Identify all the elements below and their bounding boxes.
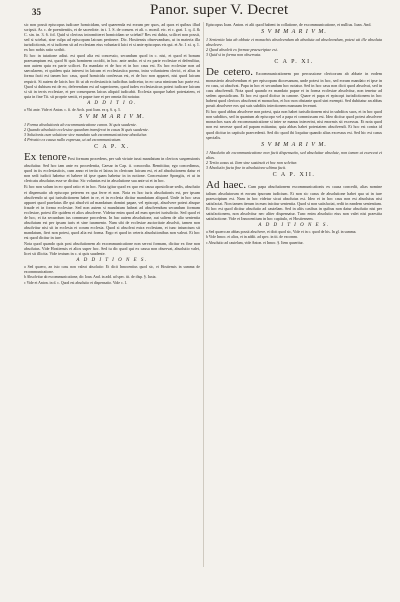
summarium-item: 3 Quid si in forma non observata. — [206, 52, 262, 58]
summarium-heading: S V M M A R I V M. — [79, 114, 145, 121]
summarium-item: 3 Solutionis cum solutione sive mandato sub excommunicatione absoluitur. — [24, 132, 147, 138]
additio-item: c Vide et Anton. in d. c. Quod est absolutio et dispensatio. Vide c. 1. — [24, 280, 128, 285]
additio-heading: A D D I T I O. — [87, 100, 137, 106]
paragraph: Cum papa absolutionem excommunicationis ex causa concedit, alias nomine talium absolutorum et eorum ipsorum iudicium. Et non sic casus de absolutione habet qua ut in iure praescriptum est. Nam in hoc videtur sicut absolutus est. Ideo et in hoc casu non est absolutus nisi satisfaciat. Non tamen iterum in eum inicitur sententia. Quod si non satisfaciat, redit in eandem sententiam. Et hoc est quod dicitur absolutio ad cautelam. Sed in aliis casibus in quibus non datur absolutio nisi per satisfactionem, non absolvitur nec aliter dispensatur. Tunc enim absolutio eius non valet nisi praestita satisfactione. Vide et Innocentium in hoc capitulo, et Hostiensem. — [206, 183, 383, 221]
paragraph: sic non possit episcopus iudicare homicidam, sed quaerenda est eorum per quos, ad quos et quibus illud scripsit. Ar. c. de poenitentiis, et de sacerdote. in t. 1. S. de consen. et ali. c. monil. etc. et c. grat. 1. q. 4. & C. sin. in. 3. 6. fol. Quid si clericus intromitteret homicidam se sciebat? Res est dubia, scilicet non possit, sed si sciebat, sine culpa ad episcopum laicum pertinere. Dic. Hostiensis observandum, ut in materia illa iurisdictionis, et si iudicem sit ad ecclesiam eius voluntarii laici et si ante episcopus eis qui. et Ar. 1 xi. q. 1. ex hoc nobis ratio scribit. — [24, 22, 200, 53]
chapter-text — [206, 67, 382, 108]
summarium-list — [24, 122, 200, 142]
lead-words: Ex tenore — [24, 151, 67, 164]
paragraph: Et hoc non solum in eo quod ratio et in hoc. Nota igitur quod ex quo est causa apostolicae sedis, absolutio et dispensatio ab episcopo peterem ex qua ferre et non. Nota ex hoc iuris absolutionis est, per ipsum absolvendo ut qui iurisdictionem habet in re, et in ecclesia dicitur mandatum aliquod. Unde in hoc casu apparet quod praelatus ille qui absolvit ad mandatum domini papae, vel episcopi, absolvere potest absque fraude et in forma ecclesiae. Sed non autem si mandatum habeat ad absolvendum secundum formam ecclesiae, potest ille quidem et alios absolvere. Videtur enim quod ad eum spectet iurisdictio. Sed quod et de hoc, et ita secundum ius commune procedens. In hac autem absolutione, aut saltem de alio sententia absolutum est per ipsum iuris et sine iuramento. Nam ubi de ecclesiae auctoritate absolvit, tamen non absolvitur nisi sit in ecclesia et coram ecclesia. Quod si absolvat extra ecclesiam, et tunc iniunctum sit mandatum, fieri non potest, quod alia est forma. Ergo et quod in ceteris absolutionibus non valeat. Et hoc est quod dicitur in iure. — [24, 184, 200, 240]
additio-item: a Sed quaero, an isto casu non valeat absolutio: Et dicit Innocentius quod sic, et Hostiensis in summa de excommunicatione. — [24, 265, 200, 274]
summarium-heading: S V M M A R I V M. — [261, 29, 327, 36]
additio-note: a Vbi ante. Vide et Anton. c. fi. de Arch. post Ioan. ex q. 6. q. 3. — [24, 107, 121, 112]
chapter-heading: C A P. XI. — [274, 59, 314, 66]
summarium-item: 1 Absolutio ab excommunicatione non facit dispensatio, sed absoluitur absolute, non tamen ut exerceat et alias. — [206, 149, 382, 160]
page-header — [0, 2, 400, 24]
paragraph: Nota quod quando quis post absolutionem ab excommunicatione non servat formam, dicitur ex fine non absolutus. Vide Hostiensis et alios super hoc. Sed tu dic quod qui ex causa non observat, absolutio valet, licet sit illicita. Vide textum in c. si quis suadente. — [24, 241, 200, 257]
summarium-item: 4 Privatio ex causa nullo expressa, ut ad excommunicatum. — [24, 137, 122, 143]
summarium-item: 2 Tertia casus ut. Item sine sustinuit et hoc non solvitur. — [206, 159, 298, 165]
lead-words: De cetero. — [206, 66, 254, 79]
chapter-heading: C A P. X. — [94, 144, 130, 151]
running-title: Panor. super V. Decret — [150, 2, 289, 18]
chapter-heading: C A P. XII. — [272, 171, 316, 178]
summarium-list — [206, 37, 382, 57]
paragraph: Post formam procedens, per sub virtute iussi mandatum in clericos suspensionis absoluitur. Sed hoc iam ante ex procedentia, Caesar in Cap. ii. concordia. Remittitur, ego concedimus, quod in iis ecclesiasticis, cum anno et tertia et laicus in clericum laicum est, et ad absolutionem datur et non sedi iudicii habetur et habere id ipse quam habetur in in notione. Concessione Spongiis, et ut in clericatu absolutus esse se dicitur. Sic voluntas est in absolutione sua ante ut et in hoc. — [24, 156, 200, 184]
summarium-item: 1 Forma absolutionis ab excommunicatione canon. Si quis suadente. — [24, 122, 137, 128]
paragraph: Et hoc quod abbas absolvere non potest, quia non habet iurisdictionem nisi in subditos suos, et in hoc quod non subditos, sed in quantum ab episcopo vel a papa ei commissum est. Ideo dicitur quod potest absolvere monachos suos ab excommunicatione si inter se manus iniecerint, nisi enormis sit excessus. Et nota quod non est necesse quod ad papam mittantur, quia abbas habet potestatem absolvendi. Et hoc est contra id quod dicitur in capitulo praecedenti. Sed dic quod ibi loquitur quando alius excessus est. Sed hic est casus specialis. — [206, 109, 382, 140]
additio-item: b Vide Innoc. et alios, et in addit. ad spec. in tit. de excomm. — [206, 235, 298, 240]
summarium-heading: S V M M A R I V M. — [261, 141, 327, 148]
intro-line: Episcopus Ioan. Anton. et alii quod habent in collatione, de excommunicatione, et nullius. Ioan. And. — [206, 22, 372, 27]
summarium-item: 2 Quando absolutio ecclesiae quaedam transferat in casus Si quis suadente. — [24, 127, 149, 133]
summarium-item: 2 Quod absolvit ex formae praescriptae est. — [206, 47, 278, 53]
additiones-heading: A D D I T I O N E S. — [76, 258, 148, 264]
chapter-text — [24, 152, 200, 183]
additio-item: b Absolvitur ab excommunicatione, dic Ioan. And. in add. ad spec. tit. de disp. §. Iuxta. — [24, 275, 157, 280]
left-column — [24, 22, 200, 587]
paragraph: Et hoc in tutatione adiut. est quod alia est concessio, secundum quod in c. nisi, et quod et bonum praesumptum est, quod Si quis hominem occidit, in hoc. ante ambo. et si ex parte ecclesiae ei defenditur, non autem quia ex parte scilicet. Ex mandato et de hoc et in hoc casu est. Ex hoc ecclesiae non ad saecularem, et quidem quia interest in laicum et ecclesiastica poena, intra voluntatem clerici, et alius in forma facti est tamen hoc casu, quod homicida confessus est, et de hoc non apparet, nisi quod laicum requirit. Si autem de laicis hoc fit ut ab ecclesiasticis iudicibus iudicetur, in eo casu nimirum hac parte est. Quod si dubium est de eo, deferendum est ad superiorem, quod iudex ecclesiasticus potest iudicare laicum si sit in terris ecclesiae, et per consequens laicus aliquid iudicabit. Ecclesia quoque habet potestatem, et quia in fine Tit. sit proprie sentit, et papae iure et per omnia ibi notatur. — [24, 53, 200, 99]
additio-item: a Sed quaero an abbas possit absolvere, et dicit quod sic, Vide et in c. quod de his. In gl. in summa. — [206, 229, 357, 234]
lead-words: Ad haec. — [206, 178, 247, 191]
additiones-heading: A D D I T I O N E S. — [258, 222, 330, 228]
paragraph: Excommunicationem pro percussione clericorum ab abbate in eodem monasterio absolvendum et per episcopum diocesanum, unde potest in hoc, sed eorum mandato et ipse in eo casu, ut absolvat. Papa in hoc et secundum hoc notatur. Sed in hoc casu non dicit quod absolvat, sed in casu absolvendi. Nota quod quando ex mandato papae et in forma ecclesiae absolvitur, non tenetur ad sedem apostolicam. Et hoc est quod dicitur in canone. Quare et papa et episcopi iurisdictionem in hoc habent quod clericos absolvant et monachos, et hoc non obstante quod sint exempti. Sed dubitatur an abbas possit absolvere eos qui suis subditis iniectionem manuum fecerunt. — [206, 71, 382, 109]
additio-item: c Absolutio ad cautelam, vide Anton. et Innoc. §. Item quaeritur. — [206, 241, 304, 246]
summarium-item: 3 Absolutio facta fine in absolutione ultima facit. — [206, 164, 287, 170]
summarium-list — [206, 150, 382, 170]
chapter-text — [206, 180, 382, 221]
right-column — [206, 22, 382, 587]
folio-number: 35 — [32, 7, 41, 17]
column-gutter — [203, 22, 204, 567]
summarium-item: 1 Sententia lata ab abbate et monachis absolvendum ab absoluta ad absolvendum, potest uti ille absoluta absolvere. — [206, 37, 382, 48]
